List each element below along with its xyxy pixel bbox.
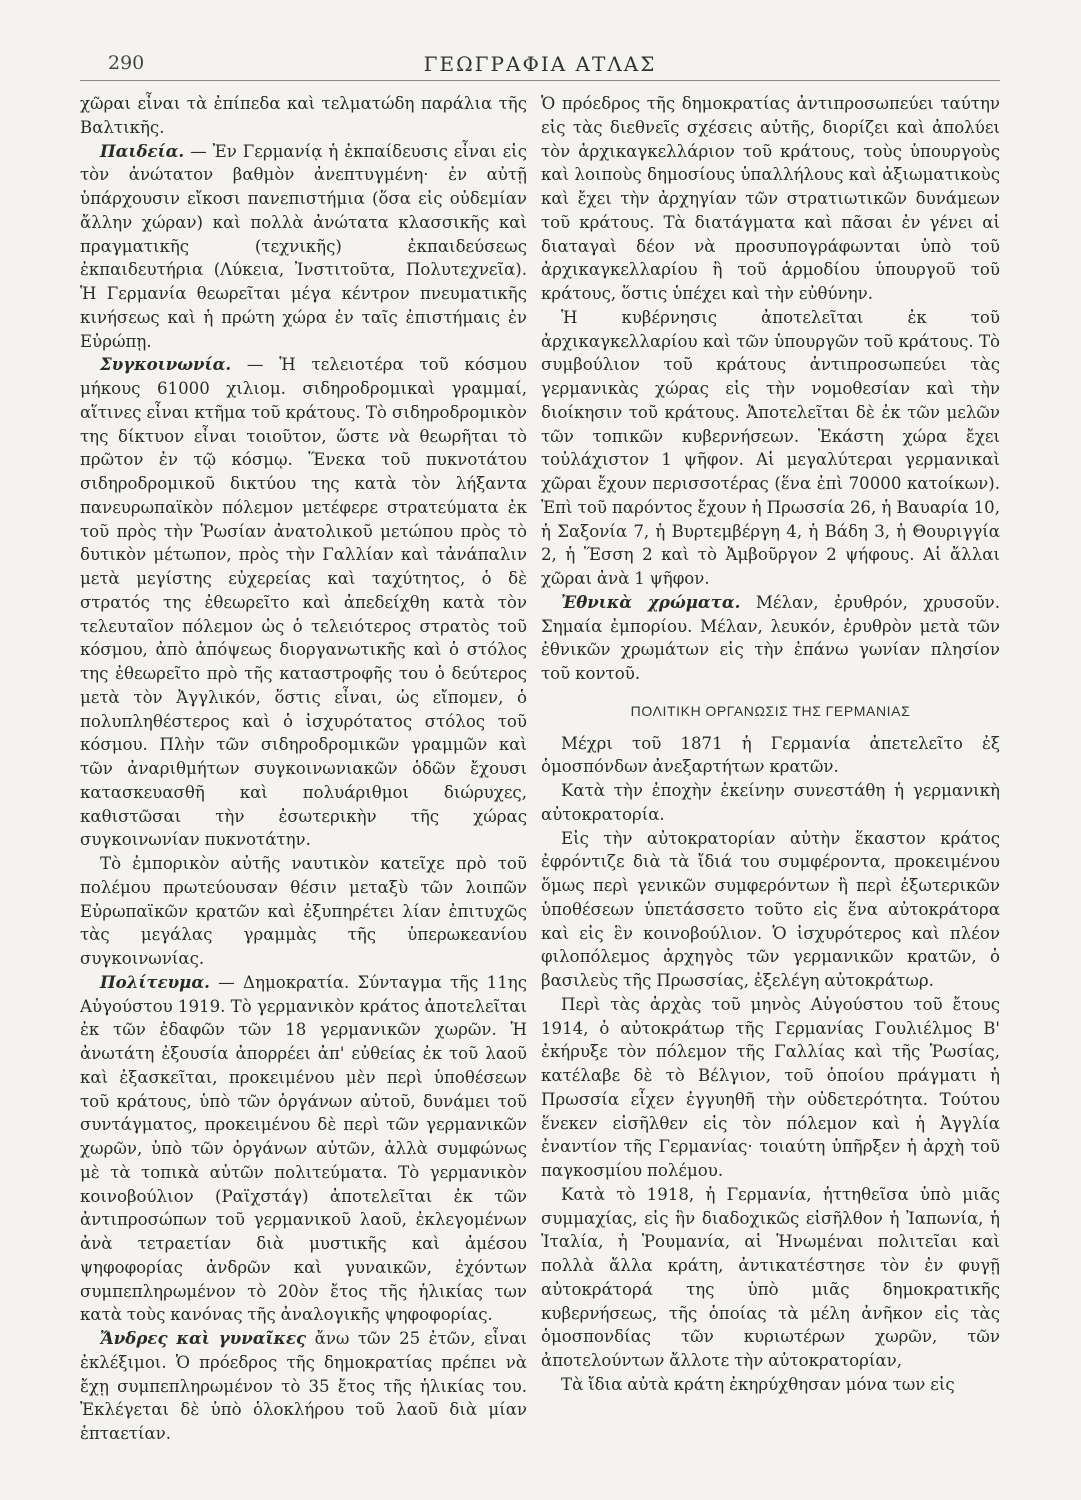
paragraph: Τὰ ἴδια αὐτὰ κράτη ἐκηρύχθησαν μόνα των εἰς bbox=[561, 1374, 955, 1394]
paragraph-education bbox=[80, 140, 527, 354]
paragraph-lead: Ἐθνικὰ χρώματα. bbox=[561, 591, 741, 612]
running-title: ΓΕΩΓΡΑΦΙΑ ΑΤΛΑΣ bbox=[423, 52, 657, 76]
paragraph-lead: Ἄνδρες καὶ γυναῖκες bbox=[100, 1328, 307, 1348]
paragraph-text: — Ἡ τελειοτέρα τοῦ κόσμου μήκους 61000 χιλιομ. σιδηροδρομικαὶ γραμμαί, αἵτινες εἶναι κτῆμα τοῦ κράτους. Τὸ σιδηροδρομικὸν της δίκτυον εἶναι τοιοῦτον, ὥστε νὰ θεωρῆται τὸ πρῶτον ἐν τῷ κόσμῳ. Ἕνεκα τοῦ πυκνοτάτου σιδηροδρομικοῦ δικτύου της κατὰ τὸν λήξαντα πανευρωπαϊκὸν πόλεμον μετέφερε στρατεύματα ἐκ τοῦ πρὸς τὴν Ῥωσίαν ἀνατολικοῦ μετώπου πρὸς τὸ δυτικὸν μέτωπον, πρὸς τὴν Γαλλίαν καὶ τἀνάπαλιν μετὰ μεγίστης εὐχερείας καὶ ταχύτητος, ὁ δὲ στρατός της ἐθεωρεῖτο καὶ ἀπεδείχθη κατὰ τὸν τελευταῖον πόλεμον ὡς ὁ τελειότερος στρατὸς τοῦ κόσμου, ἀπὸ ἀπόψεως διοργανωτικῆς καὶ ὁ στόλος της ἐθεωρεῖτο πρὸ τῆς καταστροφῆς του ὁ δεύτερος μετὰ τὸν Ἀγγλικόν, ὅστις εἶναι, ὡς εἴπομεν, ὁ πολυπληθέστερος καὶ ὁ ἰσχυρότατος στόλος τοῦ κόσμου. Πλὴν τῶν σιδηροδρομικῶν γραμμῶν καὶ τῶν ἀναριθμήτων συγκοινωνιακῶν ὁδῶν ἔχουσι κατασκευασθῆ καὶ πολυάριθμοι διώρυχες, καθιστῶσαι τὴν ἐσωτερικὴν τῆς χώρας συγκοινωνίαν πυκνοτάτην. bbox=[80, 355, 527, 850]
paragraph: Τὸ ἐμπορικὸν αὐτῆς ναυτικὸν κατεῖχε πρὸ τοῦ πολέμου πρωτεύουσαν θέσιν μεταξὺ τῶν λοιπῶν Εὐρωπαϊκῶν κρατῶν καὶ ἐξυπηρέτει λίαν ἐπιτυχῶς τὰς μεγάλας γραμμὰς τῆς ὑπερωκεανίου συγκοινωνίας. bbox=[80, 854, 527, 968]
paragraph: Μέχρι τοῦ 1871 ἡ Γερμανία ἀπετελεῖτο ἐξ ὁμοσπόνδων ἀνεξαρτήτων κρατῶν. bbox=[541, 733, 1000, 777]
page-number: 290 bbox=[108, 52, 145, 74]
left-column bbox=[80, 92, 527, 1446]
paragraph-communication bbox=[80, 353, 527, 852]
paragraph-lead: Συγκοινωνία. bbox=[100, 354, 232, 375]
paragraph: Κατὰ τὸ 1918, ἡ Γερμανία, ἡττηθεῖσα ὑπὸ μιᾶς συμμαχίας, εἰς ἣν διαδοχικῶς εἰσῆλθον ἡ Ἰαπωνία, ἡ Ἰταλία, ἡ Ῥουμανία, αἱ Ἡνωμέναι πολιτεῖαι καὶ πολλὰ ἄλλα κράτη, ἀντικατέστησε τὸν ἐν φυγῇ αὐτοκράτορά της ὑπὸ μιᾶς δημοκρατικῆς κυβερνήσεως, τῆς ὁποίας τὰ μέλη ἀνῆκον εἰς τὰς ὁμοσπονδίας τῶν κυριωτέρων χωρῶν, τῶν ἀποτελούντων ἄλλοτε τὴν αὐτοκρατορίαν, bbox=[541, 1184, 1000, 1370]
paragraph-text: ἄνω τῶν 25 ἐτῶν, εἶναι ἐκλέξιμοι. Ὁ πρόεδρος τῆς δημοκρατίας πρέπει νὰ ἔχῃ συμπεπληρωμένον τὸ 35 ἔτος τῆς ἡλικίας του. Ἐκλέγεται δὲ ὑπὸ ὁλοκλήρου τοῦ λαοῦ διὰ μίαν ἑπταετίαν. bbox=[80, 1329, 528, 1443]
page-header bbox=[80, 46, 1000, 81]
paragraph: Ἡ κυβέρνησις ἀποτελεῖται ἐκ τοῦ ἀρχικαγκελλαρίου καὶ τῶν ὑπουργῶν τοῦ κράτους. Τὸ συμβούλιον τοῦ κράτους ἀντιπροσωπεύει τὰς γερμανικὰς χώρας εἰς τὴν νομοθεσίαν καὶ τὴν διοίκησιν τοῦ κράτους. Ἀποτελεῖται δὲ ἐκ τῶν μελῶν τῶν τοπικῶν κυβερνήσεων. Ἑκάστη χώρα ἔχει τοὐλάχιστον 1 ψῆφον. Αἱ μεγαλύτεραι γερμανικαὶ χῶραι ἔχουν περισσοτέρας (ἕνα ἐπὶ 70000 κατοίκων). Ἐπὶ τοῦ παρόντος ἔχουν ἡ Πρωσσία 26, ἡ Βαυαρία 10, ἡ Σαξονία 7, ἡ Βυρτεμβέργη 4, ἡ Βάδη 3, ἡ Θουριγγία 2, ἡ Ἕσση 2 καὶ τὸ Ἀμβοῦργον 2 ψήφους. Αἱ ἄλλαι χῶραι ἀνὰ 1 ψῆφον. bbox=[541, 307, 1000, 588]
paragraph: Ὁ πρόεδρος τῆς δημοκρατίας ἀντιπροσωπεύει ταύτην εἰς τὰς διεθνεῖς σχέσεις αὐτῆς, διορίζει καὶ ἀπολύει τὸν ἀρχικαγκελλάριον τοῦ κράτους, τοὺς ὑπουργοὺς καὶ λοιποὺς δημοσίους ὑπαλλήλους καὶ ἀξιωματικοὺς καὶ ἔχει τὴν ἀρχηγίαν τῶν στρατιωτικῶν δυνάμεων τοῦ κράτους. Τὰ διατάγματα καὶ πᾶσαι ἐν γένει αἱ διαταγαὶ δέον νὰ προσυπογράφωνται ὑπὸ τοῦ ἀρχικαγκελλαρίου ἢ τοῦ ἁρμοδίου ὑπουργοῦ τοῦ κράτους, ὅστις ὑπέχει καὶ τὴν εὐθύνην. bbox=[541, 94, 1000, 303]
paragraph-lead: Παιδεία. bbox=[100, 140, 185, 161]
paragraph: χῶραι εἶναι τὰ ἐπίπεδα καὶ τελματώδη παράλια τῆς Βαλτικῆς. bbox=[80, 94, 527, 137]
paragraph-text: — Ἐν Γερμανίᾳ ἡ ἐκπαίδευσις εἶναι εἰς τὸν ἀνώτατον βαθμὸν ἀνεπτυγμένη· ἐν αὐτῇ ὑπάρχουσιν εἴκοσι πανεπιστήμια (ὅσα εἰς οὐδεμίαν ἄλλην χώραν) καὶ πολλὰ ἀνώτατα κλασσικῆς καὶ πραγματικῆς (τεχνικῆς) ἐκπαιδεύσεως ἐκπαιδευτήρια (Λύκεια, Ἰνστιτοῦτα, Πολυτεχνεῖα). Ἡ Γερμανία θεωρεῖται μέγα κέντρον πνευματικῆς κινήσεως καὶ ἡ πρώτη χώρα ἐν ταῖς ἐπιστήμαις ἐν Εὐρώπῃ. bbox=[80, 141, 527, 351]
paragraph-text: — Δημοκρατία. Σύνταγμα τῆς 11ης Αὐγούστου 1919. Τὸ γερμανικὸν κράτος ἀποτελεῖται ἐκ τῶν ἐδαφῶν τῶν 18 γερμανικῶν χωρῶν. Ἡ ἀνωτάτη ἐξουσία ἀπορρέει ἀπ' εὐθείας ἐκ τοῦ λαοῦ καὶ ἐξασκεῖται, προκειμένου μὲν περὶ ὑποθέσεων τοῦ κράτους, ὑπὸ τῶν ὀργάνων αὐτοῦ, δυνάμει τοῦ συντάγματος, προκειμένου δὲ περὶ τῶν γερμανικῶν χωρῶν, ὑπὸ τῶν ὀργάνων αὐτῶν, ἀλλὰ συμφώνως μὲ τὰ τοπικὰ αὐτῶν πολιτεύματα. Τὸ γερμανικὸν κοινοβούλιον (Ραϊχστάγ) ἀποτελεῖται ἐκ τῶν ἀντιπροσώπων τοῦ γερμανικοῦ λαοῦ, ἐκλεγομένων ἀνὰ τετραετίαν διὰ μυστικῆς καὶ ἀμέσου ψηφοφορίας ἀνδρῶν καὶ γυναικῶν, ἐχόντων συμπεπληρωμένον τὸ 20ὸν ἔτος τῆς ἡλικίας των κατὰ τοὺς κανόνας τῆς ἀναλογικῆς ψηφοφορίας. bbox=[80, 972, 528, 1325]
paragraph-national-colors bbox=[541, 591, 1000, 686]
right-column bbox=[541, 92, 1000, 1397]
paragraph: Περὶ τὰς ἀρχὰς τοῦ μηνὸς Αὐγούστου τοῦ ἔτους 1914, ὁ αὐτοκράτωρ τῆς Γερμανίας Γουλιέλμος Β' ἐκήρυξε τὸν πόλεμον τῆς Γαλλίας καὶ τῆς Ῥωσίας, κατέλαβε δὲ τὸ Βέλγιον, τοῦ ὁποίου πράγματι ἡ Πρωσσία εἶχεν ἐγγυηθῆ τὴν οὐδετερότητα. Τούτου ἕνεκεν εἰσῆλθεν εἰς τὸν πόλεμον καὶ ἡ Ἀγγλία ἐναντίον τῆς Γερμανίας· τοιαύτη ὑπῆρξεν ἡ ἀρχὴ τοῦ παγκοσμίου πολέμου. bbox=[541, 994, 1000, 1180]
paragraph-lead: Πολίτευμα. bbox=[100, 971, 210, 992]
paragraph-polity bbox=[80, 971, 527, 1327]
paragraph: Κατὰ τὴν ἐποχὴν ἐκείνην συνεστάθη ἡ γερμανικὴ αὐτοκρατορία. bbox=[541, 781, 1000, 824]
paragraph-text: Μέλαν, ἐρυθρόν, χρυσοῦν. Σημαία ἐμπορίου. Μέλαν, λευκόν, ἐρυθρὸν μετὰ τῶν ἐθνικῶν χρωμάτων εἰς τὴν ἐπάνω γωνίαν πλησίον τοῦ κοντοῦ. bbox=[541, 592, 1001, 683]
paragraph-eligibility bbox=[80, 1327, 527, 1446]
paragraph: Εἰς τὴν αὐτοκρατορίαν αὐτὴν ἕκαστον κράτος ἐφρόντιζε διὰ τὰ ἴδιά του συμφέροντα, προκειμένου ὅμως περὶ γενικῶν συμφερόντων ἢ περὶ ἐξωτερικῶν ὑποθέσεων ὑπετάσσετο τοῦτο εἰς ἕνα αὐτοκράτορα καὶ εἰς ἓν κοινοβούλιον. Ὁ ἰσχυρότερος καὶ πλέον φιλοπόλεμος ἀρχηγὸς τῶν γερμανικῶν κρατῶν, ὁ βασιλεὺς τῆς Πρωσσίας, ἐξελέγη αὐτοκράτωρ. bbox=[541, 828, 1000, 990]
section-heading: ΠΟΛΙΤΙΚΗ ΟΡΓΑΝΩΣΙΣ ΤΗΣ ΓΕΡΜΑΝΙΑΣ bbox=[630, 702, 911, 719]
